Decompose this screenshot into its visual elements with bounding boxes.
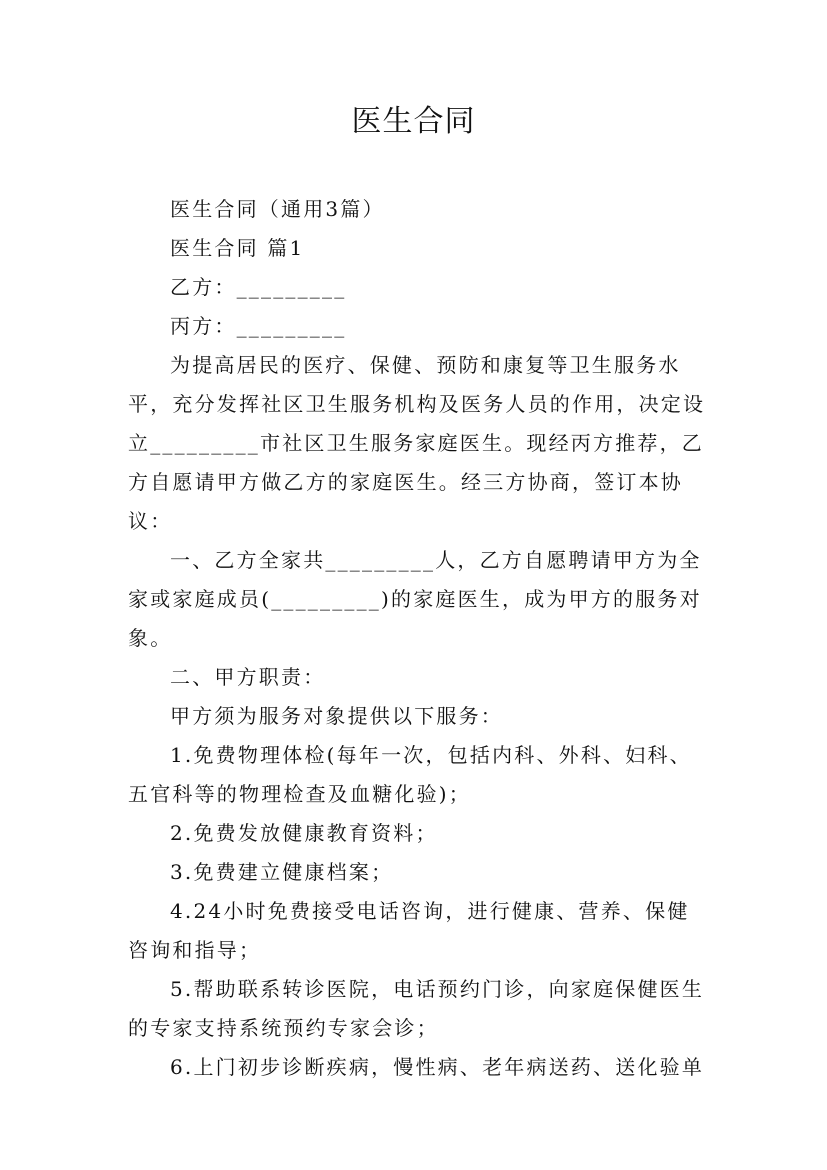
paragraph: 乙方：_________	[170, 275, 347, 299]
paragraph: 为提高居民的医疗、保健、预防和康复等卫生服务水平，充分发挥社区卫生服务机构及医务人员的作用，决定设立_________市社区卫生服务家庭医生。现经丙方推荐，乙方自愿请甲方做乙方的家庭医生。经三方协商，签订本协议：	[128, 353, 706, 533]
paragraph: 3.免费建立健康档案；	[170, 860, 394, 884]
document-title: 医生合同	[351, 104, 476, 139]
paragraph: 丙方：_________	[170, 314, 347, 338]
paragraph: 5.帮助联系转诊医院，电话预约门诊，向家庭保健医生的专家支持系统预约专家会诊；	[128, 977, 705, 1040]
paragraph: 医生合同（通用3篇）	[170, 197, 385, 221]
paragraph: 医生合同 篇1	[170, 236, 305, 260]
paragraph: 4.24小时免费接受电话咨询，进行健康、营养、保健咨询和指导；	[128, 899, 690, 962]
paragraph: 2.免费发放健康教育资料；	[170, 821, 438, 845]
paragraph: 6.上门初步诊断疾病，慢性病、老年病送药、送化验单	[170, 1055, 705, 1079]
paragraph: 二、甲方职责：	[170, 665, 326, 689]
paragraph: 一、乙方全家共_________人，乙方自愿聘请甲方为全家或家庭成员(_________)的家庭医生，成为甲方的服务对象。	[128, 548, 702, 650]
document-body	[128, 190, 706, 1087]
paragraph: 1.免费物理体检(每年一次，包括内科、外科、妇科、五官科等的物理检查及血糖化验)；	[128, 743, 692, 806]
paragraph: 甲方须为服务对象提供以下服务：	[170, 704, 503, 728]
